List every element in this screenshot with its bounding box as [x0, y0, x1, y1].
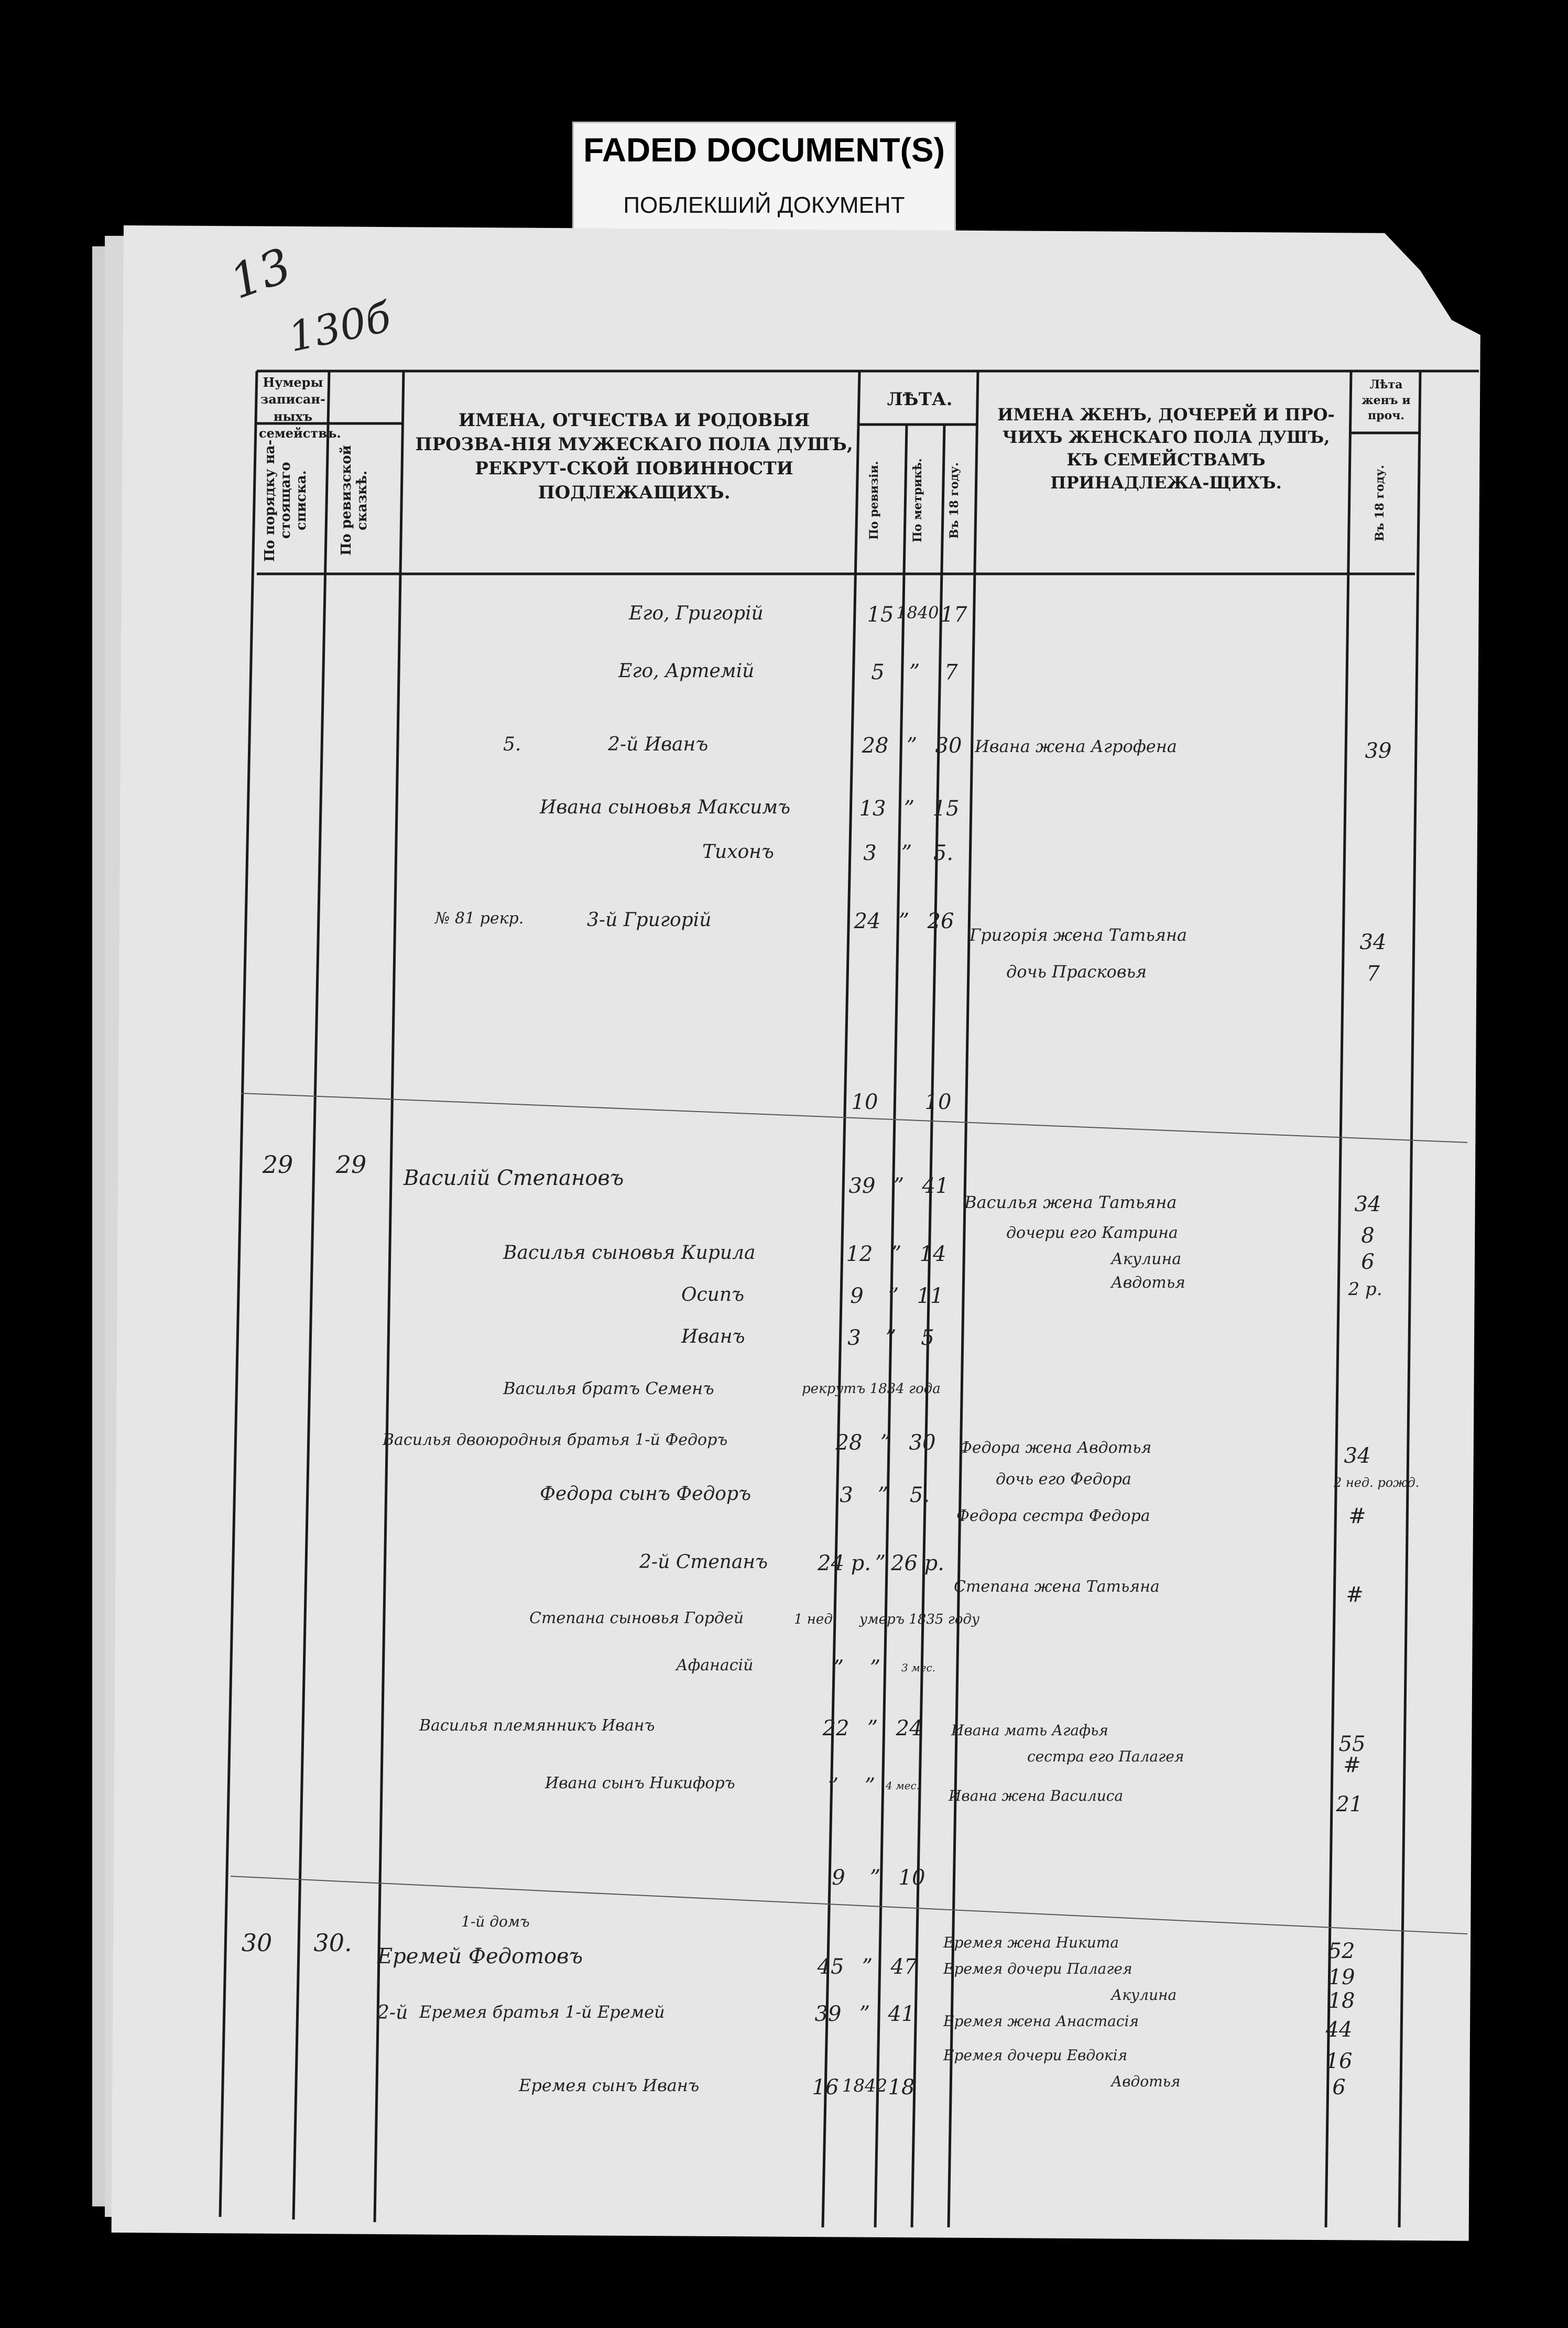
- f29-row-12-female: сестра его Палагея: [1027, 1748, 1184, 1765]
- f30-row-1-female: Еремея дочери Палагея: [943, 1960, 1133, 1977]
- f29-row-6-female: дочь его Федора: [996, 1470, 1131, 1488]
- f29-row-8-male: 2-й Степанъ: [639, 1551, 768, 1573]
- f30-row-5-rev: 16: [812, 2075, 839, 2099]
- row-1-y18: 7: [944, 660, 958, 684]
- header-in-18-year: Въ 18 году.: [948, 462, 961, 539]
- f30-row-3-rev: 39: [814, 2002, 842, 2026]
- f29-row-7-male: Федора сынъ Федоръ: [540, 1483, 751, 1505]
- f29-row-0-fage: 34: [1354, 1192, 1381, 1216]
- header-male-names: ИМЕНА, ОТЧЕСТВА И РОДОВЫЯ ПРОЗВА-НІЯ МУЖЕСКАГО ПОЛА ДУШЪ, РЕКРУТ-СКОЙ ПОВИННОСТИ ПОДЛЕЖАЩИХЪ.: [415, 410, 853, 503]
- f29-row-11-rev: 22: [822, 1716, 850, 1740]
- f30-row-0-male: Еремей Федотовъ: [377, 1944, 583, 1968]
- f30-row-0-rev: 45: [817, 1955, 844, 1979]
- f29-row-7-female: Федора сестра Федора: [956, 1507, 1150, 1525]
- row-4-y18: 5.: [933, 841, 954, 865]
- row-1-male: Его, Артемій: [618, 660, 755, 682]
- row-5-prefix: № 81 рекр.: [435, 909, 524, 928]
- row-6-fage: 7: [1366, 962, 1380, 986]
- f29-row-7-met: ”: [877, 1483, 889, 1507]
- f29-row-3-y18: 5: [921, 1326, 934, 1350]
- f29-row-8-rev: 24 р.: [818, 1551, 871, 1575]
- f30-row-4-fage: 16: [1325, 2049, 1353, 2073]
- f30-row-3-female: Еремея жена Анастасія: [943, 2012, 1139, 2030]
- family-29-rev-num: 29: [335, 1150, 367, 1179]
- row-3-met: ”: [903, 797, 915, 821]
- f29-row-5-met: ”: [880, 1431, 891, 1455]
- subtotal-1-y18: 10: [924, 1090, 952, 1114]
- row-4-met: ”: [901, 841, 912, 865]
- f30-row-3-prefix: 2-й: [377, 2002, 408, 2024]
- f29-row-0-female: Василья жена Татьяна: [964, 1192, 1177, 1212]
- row-0-male: Его, Григорій: [629, 603, 764, 624]
- row-3-male: Ивана сыновья Максимъ: [540, 797, 791, 818]
- row-5-male: 3-й Григорій: [587, 909, 712, 931]
- f29-row-12-fage: #: [1343, 1753, 1361, 1777]
- header-years: ЛѢТА.: [887, 389, 953, 410]
- row-0-met: 1840: [896, 603, 939, 623]
- subtotal-2-met: ”: [869, 1866, 881, 1890]
- f29-row-9-y18: умеръ 1835 году: [859, 1612, 980, 1627]
- f29-row-2-y18: 11: [917, 1284, 944, 1308]
- f30-row-3-met: ”: [859, 2002, 870, 2026]
- f29-row-3-female: Авдотья: [1111, 1274, 1185, 1292]
- f29-row-7-rev: 3: [840, 1483, 853, 1507]
- f29-row-1-male: Василья сыновья Кирила: [503, 1242, 756, 1264]
- f29-row-8-fage: #: [1346, 1583, 1364, 1607]
- stamp-subtitle: ПОБЛЕКШИЙ ДОКУМЕНТ: [623, 192, 905, 218]
- f29-row-11-met: ”: [867, 1716, 878, 1740]
- header-female-names: ИМЕНА ЖЕНЪ, ДОЧЕРЕЙ И ПРО-ЧИХЪ ЖЕНСКАГО ПОЛА ДУШЪ, КЪ СЕМЕЙСТВАМЪ ПРИНАДЛЕЖА-ЩИХЪ.: [997, 405, 1335, 493]
- f29-row-10-y18: 3 мес.: [901, 1661, 936, 1674]
- f29-row-5-y18: 30: [909, 1431, 936, 1455]
- f30-row-0-y18: 47: [890, 1955, 918, 1979]
- f29-row-11-male: Василья племянникъ Иванъ: [419, 1716, 655, 1735]
- row-5-met: ”: [898, 909, 910, 933]
- f29-row-7-fage: #: [1348, 1504, 1366, 1528]
- row-2-rev: 28: [862, 734, 889, 758]
- f29-row-1-female: дочери его Катрина: [1006, 1224, 1178, 1242]
- family-30-rev-num: 30.: [313, 1929, 352, 1957]
- f29-row-3-met: ”: [885, 1326, 897, 1350]
- f29-row-0-rev: 39: [848, 1174, 876, 1198]
- f29-row-3-fage: 2 р.: [1348, 1279, 1382, 1300]
- f29-row-6-fage: 2 нед. рожд.: [1334, 1475, 1420, 1490]
- family-30-num: 30: [241, 1929, 273, 1957]
- f30-row-2-fage: 18: [1328, 1989, 1355, 2013]
- f30-row-5-female: Авдотья: [1111, 2073, 1181, 2090]
- header-women-in-18: Въ 18 году.: [1373, 465, 1387, 541]
- header-by-revision-age: По ревизіи.: [867, 461, 881, 540]
- header-by-revision: По ревизской сказкѣ.: [339, 445, 370, 556]
- f29-row-10-rev: ”: [833, 1656, 844, 1680]
- row-4-rev: 3: [863, 841, 877, 865]
- row-1-rev: 5: [871, 660, 885, 684]
- f29-row-0-male: Василій Степановъ: [404, 1166, 624, 1190]
- f30-row-5-male: Еремея сынъ Иванъ: [519, 2075, 700, 2095]
- f29-row-4-male: Василья братъ Семенъ: [503, 1378, 714, 1398]
- row-3-y18: 15: [932, 797, 960, 821]
- f29-row-9-rev: 1 нед.: [794, 1612, 837, 1627]
- header-by-current-list: По порядку на-стоящаго списка.: [262, 439, 309, 562]
- row-0-rev: 15: [867, 603, 894, 627]
- f29-row-13-male: Ивана сынъ Никифоръ: [545, 1774, 735, 1792]
- row-5-female: Григорія жена Татьяна: [970, 925, 1187, 945]
- grid-col-9: [1399, 371, 1420, 2227]
- f29-row-7-y18: 5.: [909, 1483, 930, 1507]
- f29-row-13-female: Ивана жена Василиса: [949, 1787, 1124, 1804]
- subtotal-1-rev: 10: [851, 1090, 878, 1114]
- row-6-female: дочь Прасковья: [1006, 962, 1147, 982]
- row-2-female: Ивана жена Агрофена: [975, 736, 1177, 756]
- f30-row-5-y18: 18: [888, 2075, 915, 2099]
- f29-row-5-rev: 28: [835, 1431, 863, 1455]
- f29-row-0-y18: 41: [922, 1174, 949, 1198]
- f30-row-2-female: Акулина: [1111, 1986, 1177, 2004]
- f29-row-11-female: Ивана мать Агафья: [951, 1722, 1108, 1739]
- f30-row-5-fage: 6: [1332, 2075, 1346, 2099]
- f29-row-4-rev: рекрутъ 1834 года: [802, 1381, 941, 1397]
- f29-row-5-male: Василья двоюродныя братья 1-й Федоръ: [383, 1431, 728, 1449]
- f29-row-3-rev: 3: [847, 1326, 861, 1350]
- f29-row-1-rev: 12: [846, 1242, 873, 1266]
- row-1-met: ”: [909, 660, 920, 684]
- f29-row-8-y18: 26 р.: [891, 1551, 944, 1575]
- family-30-note: 1-й домъ: [461, 1913, 530, 1930]
- f29-row-13-fage: 21: [1336, 1792, 1363, 1816]
- header-women-years: Лѣта женъ и проч.: [1362, 378, 1411, 423]
- f29-row-3-male: Иванъ: [681, 1326, 745, 1347]
- f29-row-13-y18: 4 мес.: [886, 1779, 920, 1792]
- stamp-title: FADED DOCUMENT(S): [583, 131, 945, 169]
- f29-row-8-female: Степана жена Татьяна: [954, 1578, 1160, 1596]
- f29-row-8-met: ”: [875, 1551, 886, 1575]
- row-2-fage: 39: [1365, 739, 1392, 763]
- f29-row-11-y18: 24: [896, 1716, 923, 1740]
- f30-row-1-fage: 19: [1328, 1965, 1355, 1989]
- f30-row-0-fage: 52: [1328, 1939, 1355, 1963]
- f30-row-3-male: Еремея братья 1-й Еремей: [419, 2002, 665, 2022]
- subtotal-2-rev: 9: [832, 1866, 845, 1890]
- f29-row-11-fage: 55: [1338, 1732, 1366, 1756]
- row-0-y18: 17: [940, 603, 967, 627]
- row-4-male: Тихонъ: [702, 841, 774, 863]
- family-29-num: 29: [262, 1150, 293, 1179]
- f29-row-2-fage: 6: [1361, 1250, 1375, 1274]
- f29-row-13-rev: ”: [827, 1774, 839, 1798]
- f29-row-2-met: ”: [888, 1284, 899, 1308]
- f29-row-2-female: Акулина: [1111, 1250, 1182, 1268]
- f29-row-13-met: ”: [864, 1774, 876, 1798]
- f30-row-4-female: Еремея дочери Евдокія: [943, 2047, 1128, 2064]
- f29-row-10-met: ”: [869, 1656, 881, 1680]
- f29-row-1-y18: 14: [919, 1242, 946, 1266]
- row-5-y18: 26: [927, 909, 954, 933]
- f29-row-2-male: Осипъ: [681, 1284, 745, 1306]
- pencil-mark: 13: [223, 237, 299, 310]
- f30-row-0-met: ”: [862, 1955, 873, 1979]
- f30-row-0-female: Еремея жена Никита: [943, 1934, 1119, 1951]
- f29-row-5-fage: 34: [1344, 1444, 1371, 1468]
- f29-row-0-met: ”: [893, 1174, 905, 1198]
- f29-row-5-female: Федора жена Авдотья: [959, 1439, 1152, 1457]
- row-2-met: ”: [906, 734, 918, 758]
- subtotal-2-y18: 10: [898, 1866, 925, 1890]
- f29-row-2-rev: 9: [850, 1284, 864, 1308]
- f29-row-9-male: Степана сыновья Гордей: [529, 1609, 744, 1627]
- row-2-y18: 30: [935, 734, 962, 758]
- f30-row-3-y18: 41: [888, 2002, 915, 2026]
- header-by-metric: По метрикѣ.: [911, 458, 924, 543]
- f29-row-1-met: ”: [890, 1242, 902, 1266]
- row-3-rev: 13: [859, 797, 886, 821]
- header-family-numbers: Нумеры записан-ныхъ семействъ.: [259, 375, 341, 441]
- row-2-prefix: 5.: [503, 734, 521, 755]
- f29-row-10-male: Афанасій: [676, 1656, 754, 1674]
- f30-row-5-met: 1842: [842, 2075, 888, 2096]
- row-5-fage: 34: [1359, 930, 1387, 954]
- pencil-folio: 130б: [284, 293, 395, 362]
- f30-row-3-fage: 44: [1325, 2018, 1353, 2042]
- row-2-male: 2-й Иванъ: [608, 734, 709, 755]
- f29-row-1-fage: 8: [1361, 1224, 1375, 1248]
- row-5-rev: 24: [854, 909, 881, 933]
